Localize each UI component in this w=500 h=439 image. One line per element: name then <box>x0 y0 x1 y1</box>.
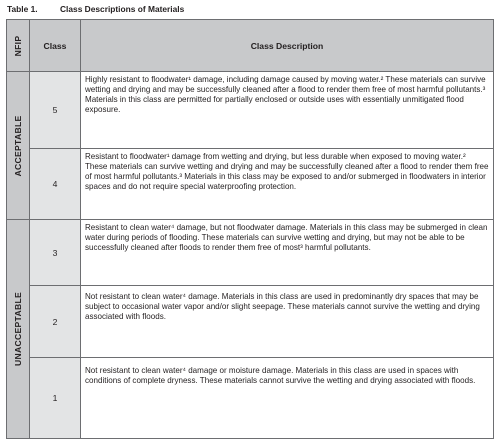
table-row <box>7 220 494 286</box>
description-header: Class Description <box>81 20 494 72</box>
class-descriptions-table <box>6 19 494 439</box>
class-cell: 5 <box>30 72 81 149</box>
table-row <box>7 358 494 439</box>
table-number: Table 1. <box>7 4 38 14</box>
table-caption <box>7 4 184 14</box>
table-row <box>7 286 494 358</box>
description-cell: Highly resistant to floodwater¹ damage, including damage caused by moving water.² These materials can survive wetting and drying and may be successfully cleaned after a flood to render them free of most harmful pollutants.³ Materials in this class are permitted for partially enclosed or outside uses with essentially unmitigated flood exposure. <box>81 72 494 149</box>
description-cell: Resistant to clean water⁴ damage, but not floodwater damage. Materials in this class may be submerged in clean water during periods of flooding. These materials can survive wetting and drying, but may not be able to be successfully cleaned after floods to render them free of most³ harmful pollutants. <box>81 220 494 286</box>
group-unacceptable <box>7 220 30 439</box>
header-row <box>7 20 494 72</box>
class-header: Class <box>30 20 81 72</box>
table-row <box>7 149 494 220</box>
group-acceptable-label: ACCEPTABLE <box>13 114 23 177</box>
description-cell: Resistant to floodwater¹ damage from wetting and drying, but less durable when exposed to moving water.² These materials can survive wetting and drying and may be successfully cleaned after a flood to render them free of most harmful pollutants.³ Materials in this class may be exposed to and/or submerged in floodwaters in interior spaces and do not require special waterproofing protection. <box>81 149 494 220</box>
description-cell: Not resistant to clean water⁴ damage or moisture damage. Materials in this class are used in spaces with conditions of complete dryness. These materials cannot survive the wetting and drying associated with floods. <box>81 358 494 439</box>
description-cell: Not resistant to clean water⁴ damage. Materials in this class are used in predominantly dry spaces that may be subject to occasional water vapor and/or slight seepage. These materials cannot survive the wetting and drying associated with floods. <box>81 286 494 358</box>
table-title: Class Descriptions of Materials <box>60 4 185 14</box>
class-cell: 1 <box>30 358 81 439</box>
class-cell: 3 <box>30 220 81 286</box>
group-unacceptable-label: UNACCEPTABLE <box>13 291 23 367</box>
class-cell: 2 <box>30 286 81 358</box>
nfip-header-label: NFIP <box>13 35 23 56</box>
table-row <box>7 72 494 149</box>
nfip-header <box>7 20 30 72</box>
class-cell: 4 <box>30 149 81 220</box>
group-acceptable <box>7 72 30 220</box>
